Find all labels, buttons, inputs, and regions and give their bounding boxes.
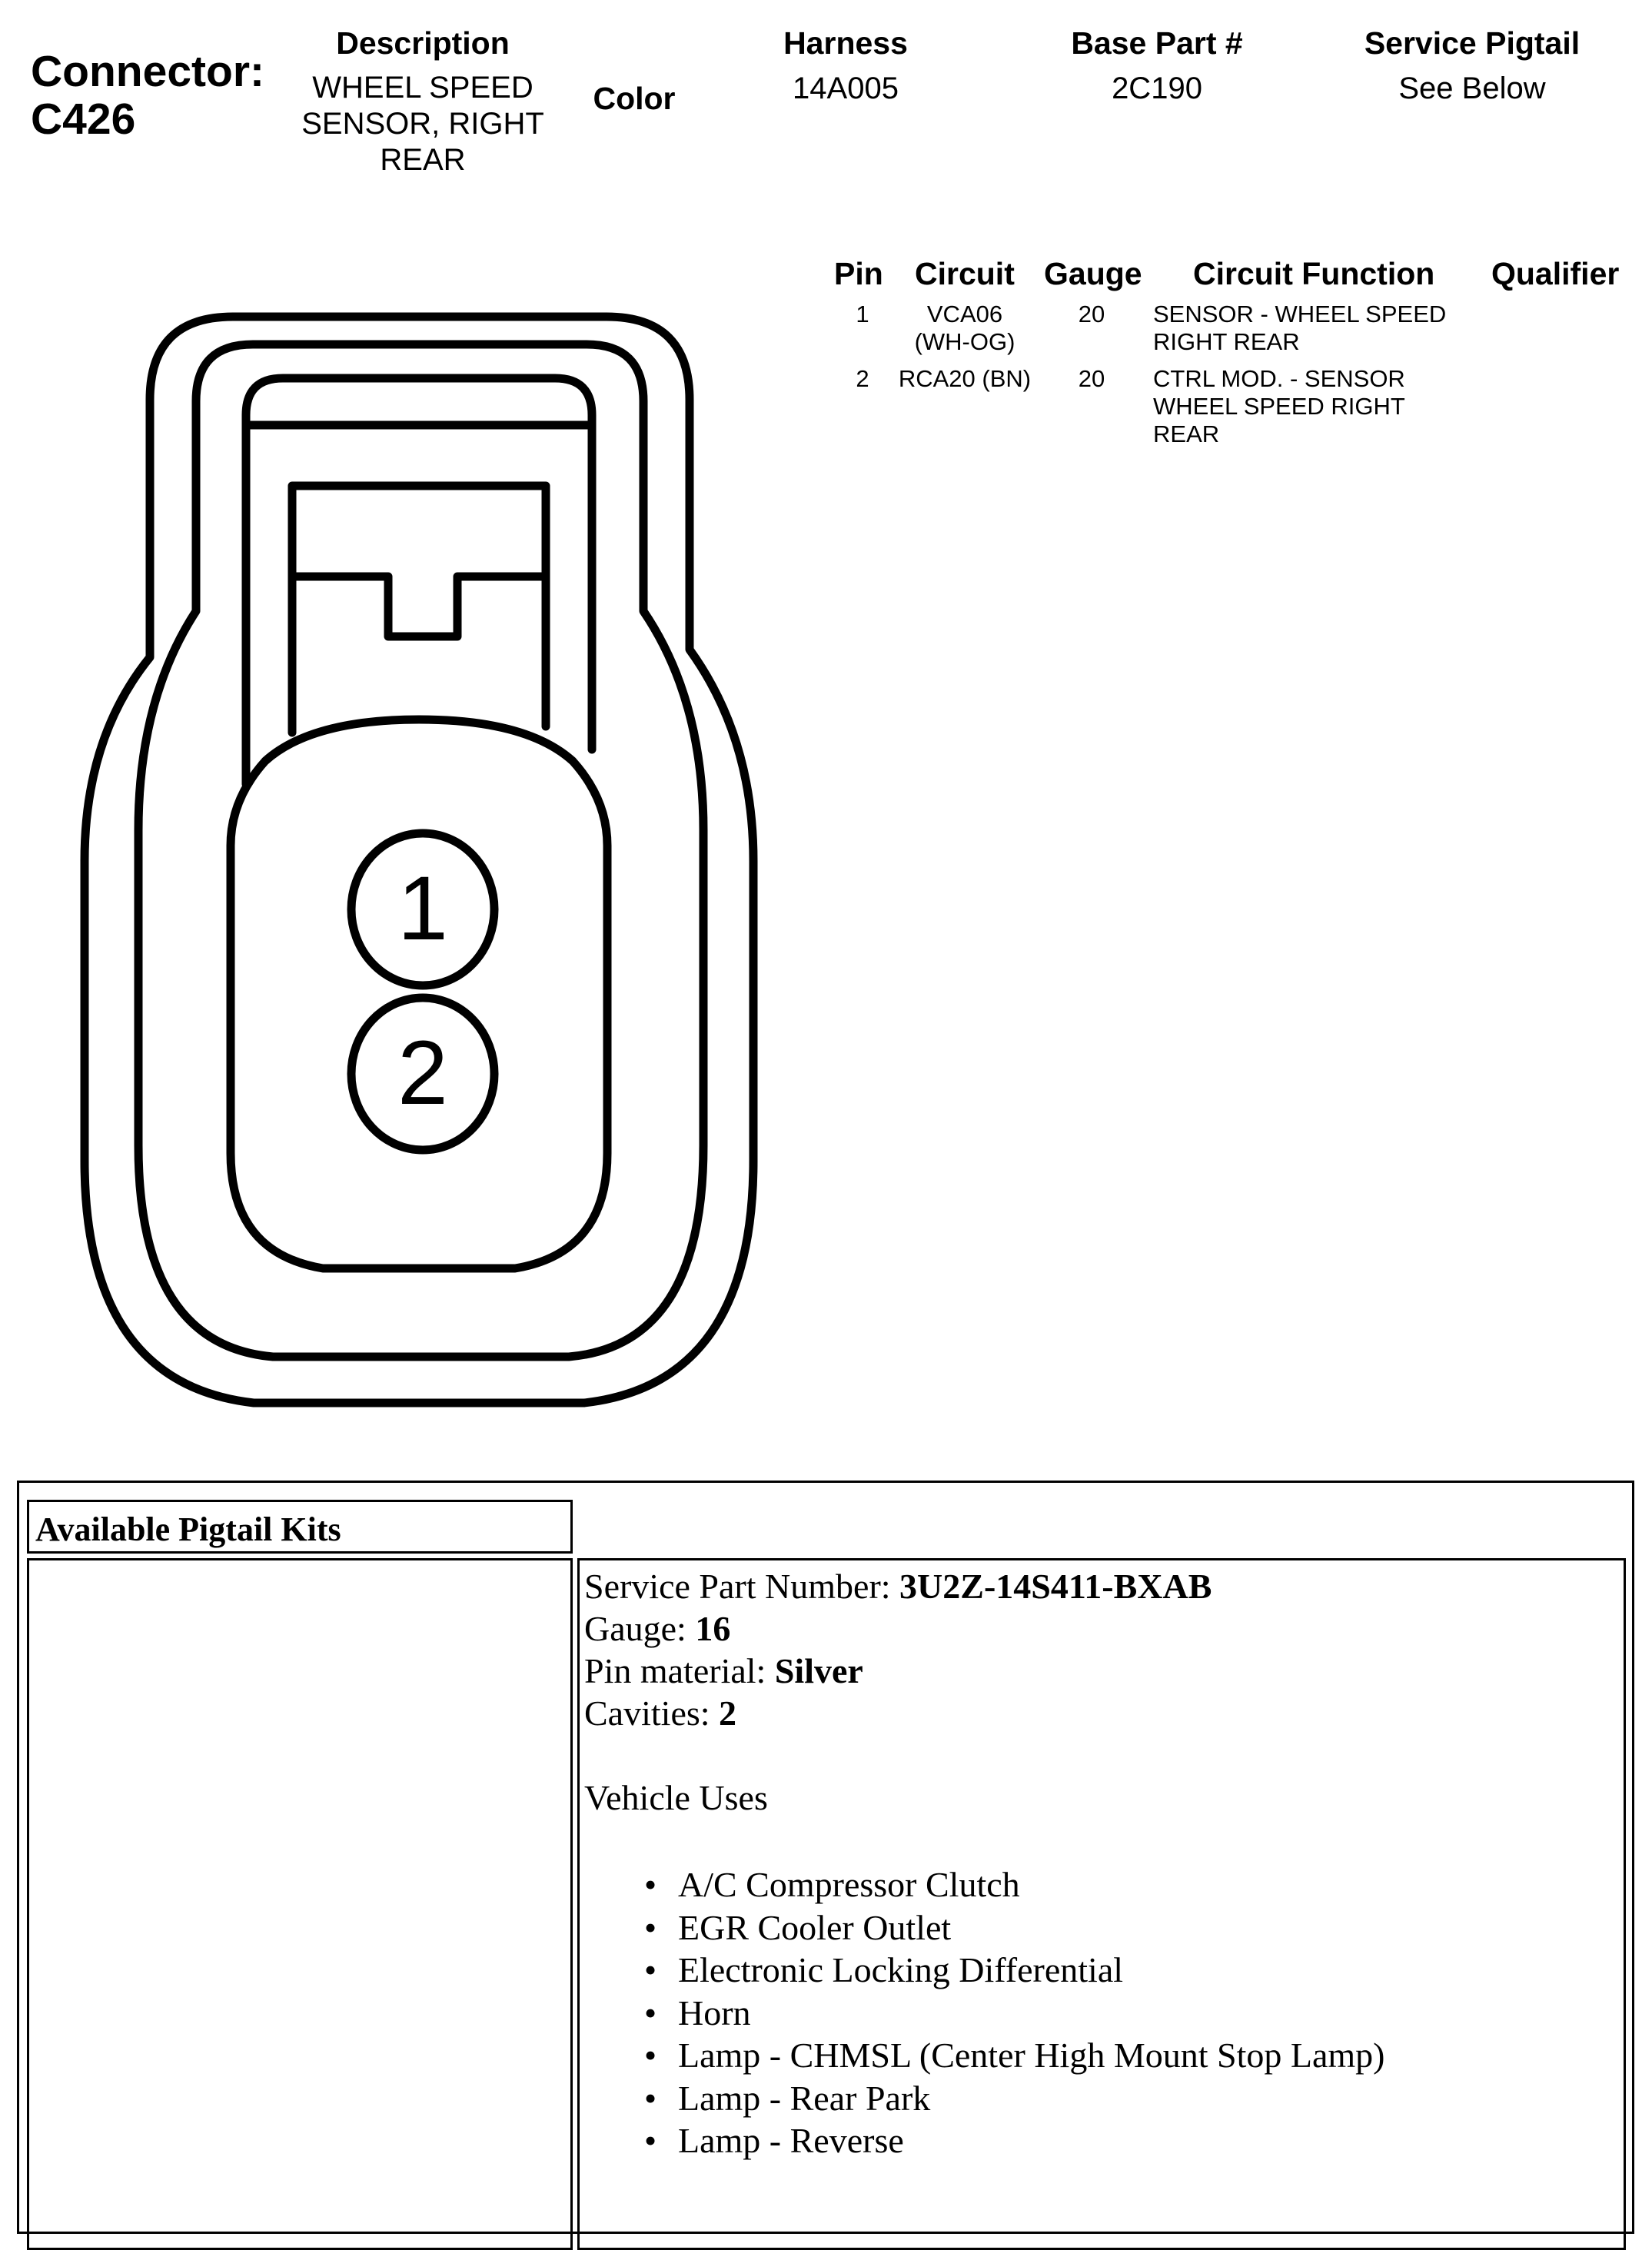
vehicle-uses-list	[584, 1863, 1624, 2162]
function-line: REAR	[1153, 420, 1220, 447]
service-pigtail-value: See Below	[1398, 71, 1546, 105]
description-line: WHEEL SPEED	[312, 71, 533, 105]
list-item: • Horn	[584, 1992, 1624, 2035]
bullet-icon: •	[644, 1992, 657, 2032]
base-part-header: Base Part #	[1071, 25, 1243, 61]
bullet-icon: •	[644, 2078, 657, 2118]
function-line: RIGHT REAR	[1153, 328, 1300, 355]
pigtail-gauge-value: 16	[695, 1609, 731, 1648]
pin-number: 1	[856, 301, 869, 327]
circuit-function	[1153, 301, 1446, 356]
pigtail-heading-cell	[27, 1500, 573, 1554]
list-item: • Electronic Locking Differential	[584, 1949, 1624, 1992]
pigtail-heading: Available Pigtail Kits	[35, 1511, 341, 1548]
service-part-number-value: 3U2Z-14S411-BXAB	[899, 1567, 1212, 1606]
circuit-line: RCA20 (BN)	[898, 365, 1032, 392]
pin-material: Pin material: Silver	[584, 1651, 863, 1690]
list-item: • Lamp - Reverse	[584, 2119, 1624, 2162]
pin-material-value: Silver	[774, 1651, 863, 1690]
color-header: Color	[593, 81, 676, 116]
latch-tab	[292, 486, 546, 733]
function-line: WHEEL SPEED RIGHT	[1153, 393, 1405, 420]
function-line: SENSOR - WHEEL SPEED	[1153, 301, 1447, 327]
bullet-icon: •	[644, 1950, 657, 1989]
service-pigtail-header: Service Pigtail	[1364, 25, 1581, 61]
qualifier-col-header: Qualifier	[1491, 256, 1620, 291]
cavities-count: Cavities: 2	[584, 1693, 737, 1733]
wire-gauge: 20	[1078, 301, 1105, 327]
function-line: CTRL MOD. - SENSOR	[1153, 365, 1405, 392]
pin-col-header: Pin	[834, 256, 883, 291]
list-item: • EGR Cooler Outlet	[584, 1906, 1624, 1949]
pigtail-gauge: Gauge: 16	[584, 1609, 731, 1648]
description-header: Description	[336, 25, 510, 61]
connector-inner-shroud	[138, 344, 703, 1357]
latch-notch	[292, 577, 546, 636]
harness-value: 14A005	[793, 71, 899, 105]
base-part-value: 2C190	[1112, 71, 1202, 105]
circuit-function-col-header: Circuit Function	[1193, 256, 1435, 291]
connector-id: C426	[31, 95, 136, 144]
connector-face-diagram	[0, 0, 815, 1445]
list-item: • Lamp - Rear Park	[584, 2077, 1624, 2120]
gauge-col-header: Gauge	[1044, 256, 1142, 291]
pigtail-details	[580, 1560, 1624, 2162]
bullet-icon: •	[644, 1865, 657, 1904]
circuit-col-header: Circuit	[915, 256, 1015, 291]
pin-number: 2	[856, 365, 869, 392]
description-line: REAR	[380, 143, 466, 177]
cavity-1-label: 1	[397, 858, 448, 959]
list-item: • Lamp - CHMSL (Center High Mount Stop Lamp)	[584, 2034, 1624, 2077]
vehicle-uses-heading: Vehicle Uses	[584, 1778, 768, 1817]
list-item: • A/C Compressor Clutch	[584, 1863, 1624, 1906]
harness-header: Harness	[783, 25, 908, 61]
pigtail-details-cell	[577, 1558, 1626, 2250]
circuit-code	[884, 301, 1045, 356]
connector-label: Connector:	[31, 47, 264, 96]
circuit-line: (WH-OG)	[914, 328, 1015, 355]
bullet-icon: •	[644, 1907, 657, 1947]
circuit-code	[884, 365, 1045, 393]
cavities-count-value: 2	[719, 1693, 737, 1733]
description-line: SENSOR, RIGHT	[301, 107, 544, 141]
circuit-function	[1153, 365, 1405, 448]
bullet-icon: •	[644, 2121, 657, 2160]
circuit-line: VCA06	[926, 301, 1003, 327]
cavity-2-label: 2	[397, 1022, 448, 1124]
bullet-icon: •	[644, 2036, 657, 2075]
pigtail-image-cell	[27, 1558, 573, 2250]
service-part-number: Service Part Number: 3U2Z-14S411-BXAB	[584, 1567, 1212, 1606]
pigtail-kits-table	[17, 1481, 1634, 2234]
wire-gauge: 20	[1078, 365, 1105, 392]
